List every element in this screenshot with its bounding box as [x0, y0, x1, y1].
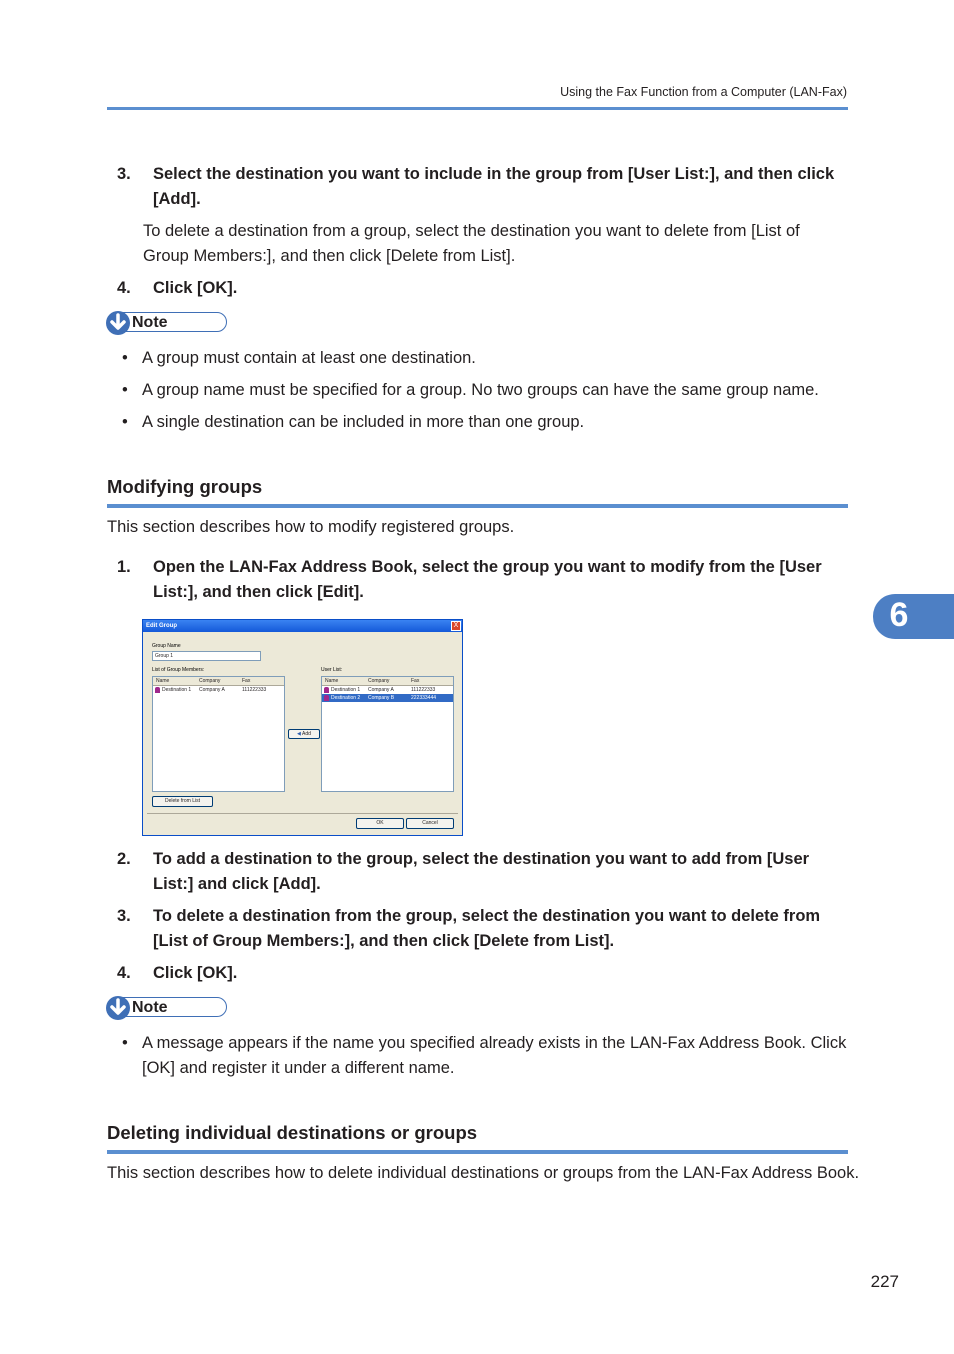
modify-step-1: 1. Open the LAN-Fax Address Book, select the group you want to modify from the [User List:], and then click [Edit]. — [117, 558, 822, 601]
step-3 — [117, 162, 848, 212]
user-icon — [155, 686, 160, 694]
modify-step-2: 2. To add a destination to the group, select the destination you want to add from [User List:] and click [Add]. — [117, 850, 810, 893]
note-item: • A message appears if the name you specified already exists in the LAN-Fax Address Book. Click [OK] and register it under a different name. — [122, 1034, 847, 1077]
arrow-down-icon — [106, 311, 130, 335]
note-label: Note — [132, 314, 168, 331]
edit-group-dialog — [142, 619, 463, 836]
step-number: 3. — [117, 165, 131, 183]
section-intro: This section describes how to modify registered groups. — [107, 518, 515, 536]
section-title-delete: Deleting individual destinations or groups — [107, 1122, 478, 1143]
modify-step-3: 3. To delete a destination from the group, select the destination you want to delete from [List of Group Members:], and then click [Delete from List]. — [117, 907, 821, 950]
members-label: List of Group Members: — [152, 667, 205, 673]
user-icon — [324, 694, 329, 702]
step-3-detail: To delete a destination from a group, select the destination you want to delete from [List of Group Members:], and then click [Delete from List]. — [143, 222, 800, 265]
note-item: • A group must contain at least one destination. — [122, 349, 476, 367]
modify-step-4: 4. Click [OK]. — [117, 964, 238, 982]
step-text: Select the destination you want to include in the group from [User List:], and then click [Add]. — [153, 165, 835, 208]
group-name-label: Group Name — [152, 643, 181, 649]
step-text: Click [OK]. — [153, 279, 238, 297]
note-item: • A group name must be specified for a group. No two groups can have the same group name. — [122, 381, 819, 399]
list-item[interactable]: Destination 1 Company A 111222333 — [322, 686, 453, 694]
list-item-selected[interactable]: Destination 2 Company B 222333444 — [322, 694, 453, 702]
dialog-divider — [147, 813, 458, 814]
step-4 — [117, 276, 848, 301]
running-header: Using the Fax Function from a Computer (LAN-Fax) — [560, 85, 847, 99]
step-number: 4. — [117, 279, 131, 297]
chapter-number: 6 — [889, 596, 909, 634]
note-item: • A single destination can be included in more than one group. — [122, 413, 585, 431]
section-rule — [107, 504, 848, 508]
user-list[interactable] — [321, 676, 454, 792]
user-list-label: User List: — [321, 667, 343, 673]
page-number: 227 — [870, 1272, 899, 1291]
note-label: Note — [132, 999, 168, 1016]
cancel-button[interactable]: Cancel — [406, 818, 454, 829]
note-badge — [107, 997, 227, 1017]
section-rule — [107, 1150, 848, 1154]
section-intro: This section describes how to delete individual destinations or groups from the LAN-Fax Address Book. — [107, 1164, 860, 1182]
dialog-title: Edit Group — [143, 620, 462, 632]
user-list-header: Name Company Fax — [322, 677, 453, 686]
user-icon — [324, 686, 329, 694]
section-title-modify: Modifying groups — [107, 476, 263, 497]
note-badge — [107, 312, 227, 332]
ok-button[interactable]: OK — [356, 818, 404, 829]
header-rule — [107, 107, 848, 110]
group-name-input[interactable]: Group 1 — [152, 651, 261, 661]
arrow-left-icon: ◀ — [297, 731, 301, 737]
delete-from-list-button[interactable]: Delete from List — [152, 796, 213, 807]
list-item[interactable]: Destination 1 Company A 111222333 — [153, 686, 284, 694]
chapter-tab — [873, 594, 954, 639]
members-list[interactable] — [152, 676, 285, 792]
members-list-header: Name Company Fax — [153, 677, 284, 686]
arrow-down-icon — [106, 996, 130, 1020]
close-icon[interactable]: X — [451, 621, 461, 631]
add-button[interactable]: ◀ Add — [288, 729, 320, 739]
